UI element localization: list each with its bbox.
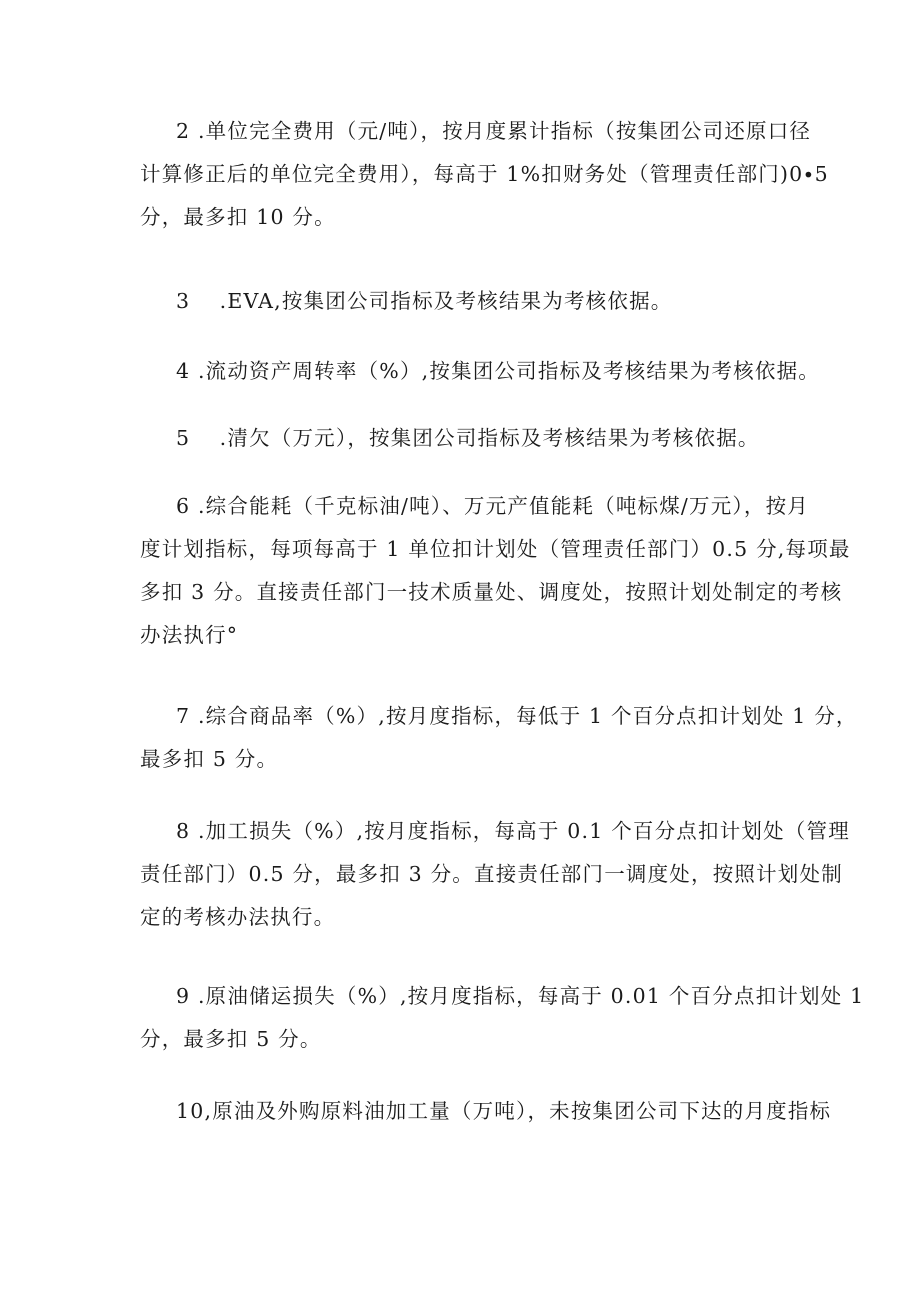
text-line: 2 .单位完全费用（元/吨），按月度累计指标（按集团公司还原口径 bbox=[176, 119, 812, 143]
text-line: 4 .流动资产周转率（%）,按集团公司指标及考核结果为考核依据。 bbox=[176, 359, 820, 383]
text-line: 5 .清欠（万元），按集团公司指标及考核结果为考核依据。 bbox=[176, 426, 760, 450]
paragraph-item-10 bbox=[140, 1090, 832, 1133]
text-line: 分，最多扣 5 分。 bbox=[140, 1027, 322, 1051]
text-line: 7 .综合商品率（%）,按月度指标，每低于 1 个百分点扣计划处 1 分， bbox=[176, 704, 858, 728]
text-line: 最多扣 5 分。 bbox=[140, 747, 279, 771]
text-line: 责任部门）0.5 分，最多扣 3 分。直接责任部门一调度处，按照计划处制 bbox=[140, 862, 843, 886]
paragraph-item-5 bbox=[140, 417, 785, 460]
text-line: 分，最多扣 10 分。 bbox=[140, 205, 336, 229]
paragraph-item-4 bbox=[140, 350, 820, 393]
text-line: 10,原油及外购原料油加工量（万吨），未按集团公司下达的月度指标 bbox=[176, 1099, 832, 1123]
paragraph-item-7 bbox=[140, 695, 858, 781]
text-line: 3 .EVA,按集团公司指标及考核结果为考核依据。 bbox=[176, 289, 673, 313]
paragraph-item-8 bbox=[140, 810, 850, 939]
text-line: 6 .综合能耗（千克标油/吨）、万元产值能耗（吨标煤/万元），按月 bbox=[176, 494, 809, 518]
text-line: 定的考核办法执行。 bbox=[140, 905, 336, 929]
text-line: 计算修正后的单位完全费用），每高于 1%扣财务处（管理责任部门)0∙5 bbox=[140, 162, 829, 186]
text-line: 8 .加工损失（%）,按月度指标，每高于 0.1 个百分点扣计划处（管理 bbox=[176, 819, 850, 843]
paragraph-item-6 bbox=[140, 485, 851, 657]
text-line: 度计划指标，每项每高于 1 单位扣计划处（管理责任部门）0.5 分,每项最 bbox=[140, 537, 851, 561]
text-line: 多扣 3 分。直接责任部门一技术质量处、调度处，按照计划处制定的考核 bbox=[140, 580, 843, 604]
paragraph-item-9 bbox=[140, 975, 865, 1061]
text-line: 9 .原油储运损失（%）,按月度指标，每高于 0.01 个百分点扣计划处 1 bbox=[176, 984, 865, 1008]
paragraph-item-2 bbox=[140, 110, 829, 239]
text-line: 办法执行° bbox=[140, 623, 239, 647]
paragraph-item-3 bbox=[140, 280, 785, 323]
